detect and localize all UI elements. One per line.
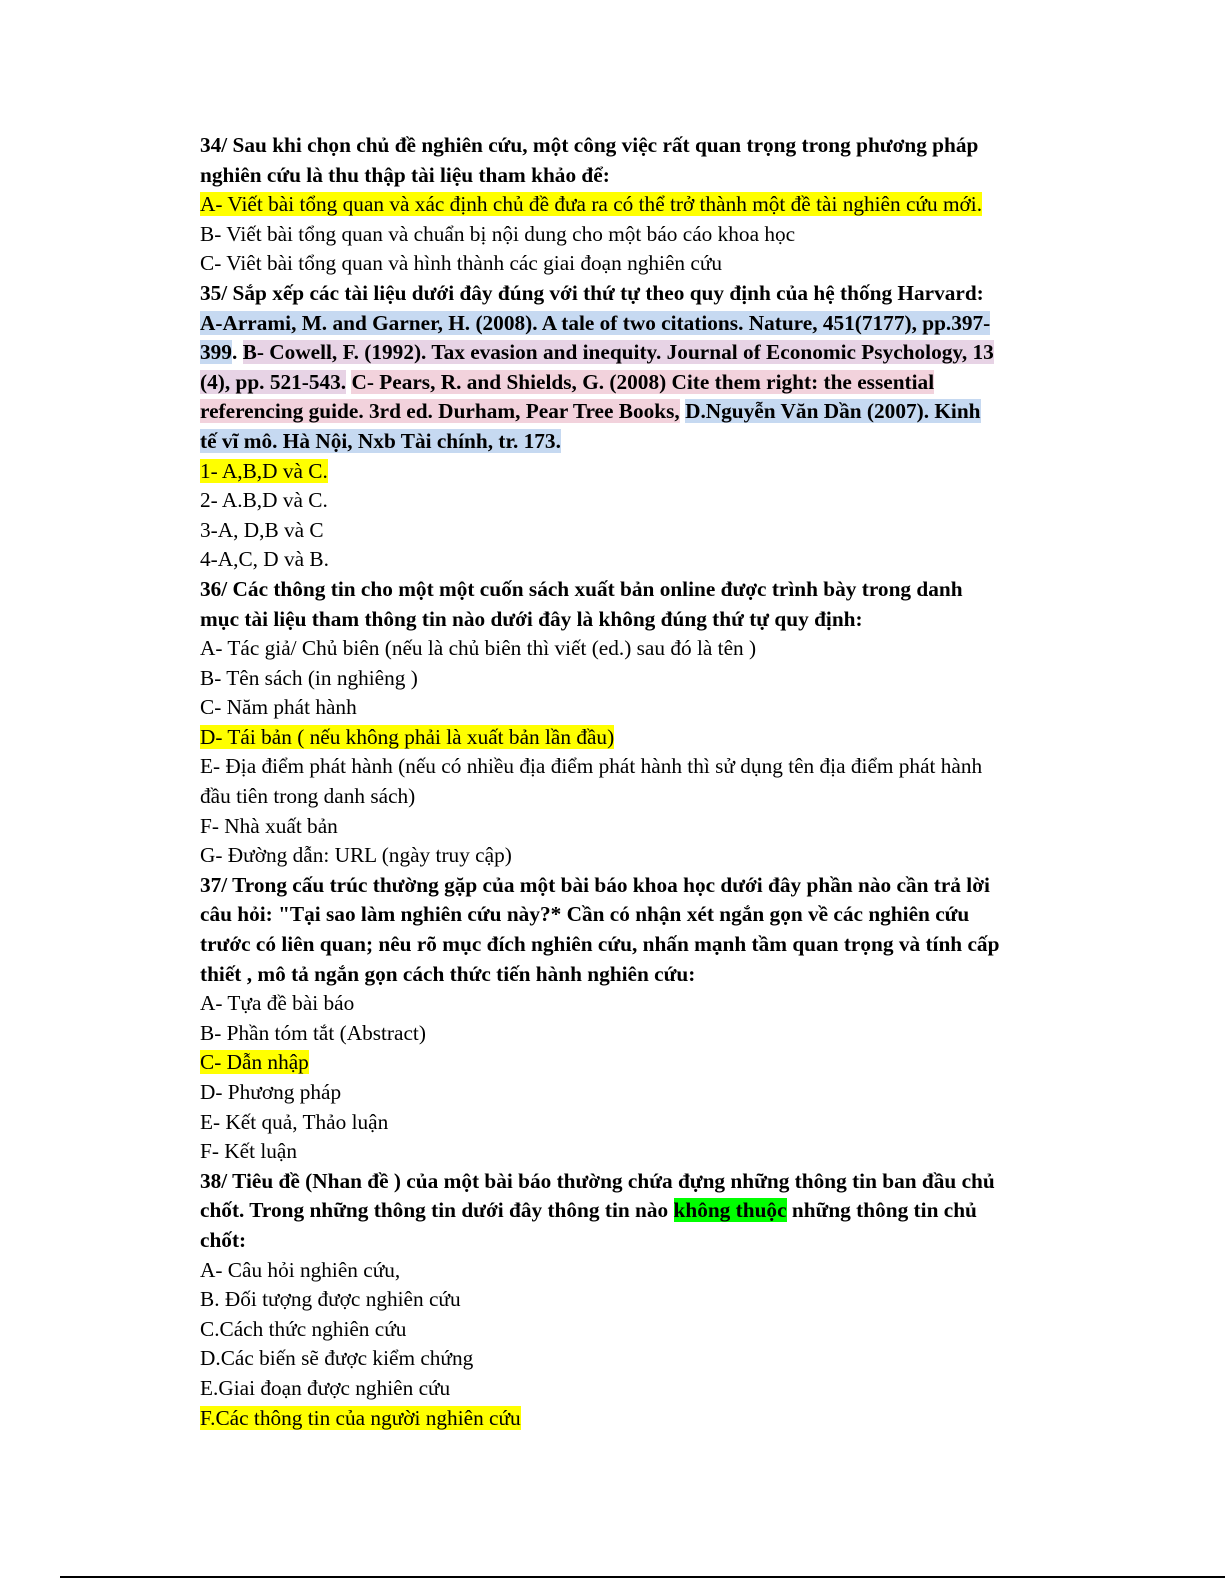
q38-option-b: B. Đối tượng được nghiên cứu — [200, 1287, 461, 1312]
q36-option-b: B- Tên sách (in nghiêng ) — [200, 665, 418, 690]
q36-option-c: C- Năm phát hành — [200, 695, 357, 720]
question-38-keyword-highlight: không thuộc — [673, 1198, 787, 1223]
q37-option-f: F- Kết luận — [200, 1139, 298, 1164]
q35-option-3: 3-A, D,B và C — [200, 517, 324, 542]
q35-option-2: 2- A.B,D và C. — [200, 488, 328, 513]
q35-ref-c-line-2: referencing guide. 3rd ed. Durham, Pear Tree Books, — [200, 399, 680, 424]
q34-option-a-answer: A- Viết bài tổng quan và xác định chủ đề đưa ra có thể trở thành một đề tài nghiên cứu mới. — [200, 192, 983, 217]
question-35-text: 35/ Sắp xếp các tài liệu dưới đây đúng với thứ tự theo quy định của hệ thống Harvard: — [200, 280, 984, 305]
q36-option-g: G- Đường dẫn: URL (ngày truy cập) — [200, 843, 512, 868]
q36-option-e-line-2: đầu tiên trong danh sách) — [200, 784, 416, 809]
q37-option-c-answer: C- Dẫn nhập — [200, 1050, 309, 1075]
question-34-text-line-1: 34/ Sau khi chọn chủ đề nghiên cứu, một công việc rất quan trọng trong phương pháp — [200, 133, 979, 157]
question-38-text-line-1: 38/ Tiêu đề (Nhan đề ) của một bài báo thường chứa đựng những thông tin ban đầu chủ — [200, 1168, 995, 1193]
q34-option-b: B- Viết bài tổng quan và chuẩn bị nội dung cho một báo cáo khoa học — [200, 221, 796, 246]
q34-option-c: C- Viêt bài tổng quan và hình thành các giai đoạn nghiên cứu — [200, 251, 723, 276]
q38-option-c: C.Cách thức nghiên cứu — [200, 1316, 407, 1341]
q35-ref-c-line-1: C- Pears, R. and Shields, G. (2008) Cite them right: the essential — [351, 369, 935, 394]
question-34-text-line-2: nghiên cứu là thu thập tài liệu tham khảo để: — [200, 162, 610, 187]
question-37 — [200, 871, 1045, 1167]
q35-separator-1: . — [231, 340, 243, 365]
q35-ref-b-line-1: B- Cowell, F. (1992). Tax evasion and inequity. Journal of Economic Psychology, 13 — [242, 340, 994, 365]
q37-option-a: A- Tựa đề bài báo — [200, 991, 355, 1016]
question-38-text-line-3: chốt: — [200, 1227, 247, 1252]
question-37-text-line-2: câu hỏi: "Tại sao làm nghiên cứu này?* Cần có nhận xét ngắn gọn về các nghiên cứu — [200, 902, 970, 927]
q35-ref-b-line-2: (4), pp. 521-543. — [200, 369, 347, 394]
q35-ref-d-line-1: D.Nguyễn Văn Dần (2007). Kinh — [685, 399, 981, 424]
q36-option-e-line-1: E- Địa điểm phát hành (nếu có nhiều địa điểm phát hành thì sử dụng tên địa điểm phát hành — [200, 754, 983, 779]
page-bottom-rule — [60, 1576, 1225, 1578]
question-38-text-line-2-post: những thông tin chủ — [786, 1198, 977, 1223]
question-36 — [200, 575, 1045, 871]
q36-option-a: A- Tác giả/ Chủ biên (nếu là chủ biên thì viết (ed.) sau đó là tên ) — [200, 636, 757, 661]
question-38 — [200, 1167, 1045, 1433]
q35-option-1-answer: 1- A,B,D và C. — [200, 458, 328, 483]
question-36-text-line-1: 36/ Các thông tin cho một một cuốn sách xuất bản online được trình bày trong danh — [200, 576, 963, 601]
q35-option-4: 4-A,C, D và B. — [200, 547, 329, 572]
question-37-text-line-1: 37/ Trong cấu trúc thường gặp của một bài báo khoa học dưới đây phần nào cần trả lời — [200, 872, 990, 897]
q37-option-d: D- Phương pháp — [200, 1080, 342, 1104]
question-37-text-line-3: trước có liên quan; nêu rõ mục đích nghiên cứu, nhấn mạnh tầm quan trọng và tính cấp — [200, 932, 1000, 957]
q35-ref-d-line-2: tế vĩ mô. Hà Nội, Nxb Tài chính, tr. 173. — [200, 428, 561, 453]
question-37-text-line-4: thiết , mô tả ngắn gọn cách thức tiến hành nghiên cứu: — [200, 961, 696, 986]
question-35 — [200, 279, 1045, 575]
question-34 — [200, 131, 1045, 279]
question-38-text-line-2-pre: chốt. Trong những thông tin dưới đây thông tin nào — [200, 1198, 674, 1223]
q37-option-b: B- Phần tóm tắt (Abstract) — [200, 1020, 426, 1045]
q37-option-e: E- Kết quả, Thảo luận — [200, 1109, 389, 1134]
q35-ref-a-line-1: A-Arrami, M. and Garner, H. (2008). A tale of two citations. Nature, 451(7177), pp.397- — [200, 310, 991, 335]
q35-ref-a-line-2: 399 — [200, 340, 232, 365]
q38-option-e: E.Giai đoạn được nghiên cứu — [200, 1375, 451, 1400]
q38-option-d: D.Các biến sẽ được kiểm chứng — [200, 1346, 474, 1371]
q36-option-d-answer: D- Tái bản ( nếu không phải là xuất bản lần đầu) — [200, 724, 615, 749]
q36-option-f: F- Nhà xuất bản — [200, 813, 338, 838]
q38-option-f-answer: F.Các thông tin của người nghiên cứu — [200, 1405, 521, 1430]
question-36-text-line-2: mục tài liệu tham thông tin nào dưới đây là không đúng thứ tự quy định: — [200, 606, 863, 631]
document-page — [200, 131, 1045, 1433]
q38-option-a: A- Câu hỏi nghiên cứu, — [200, 1257, 401, 1282]
